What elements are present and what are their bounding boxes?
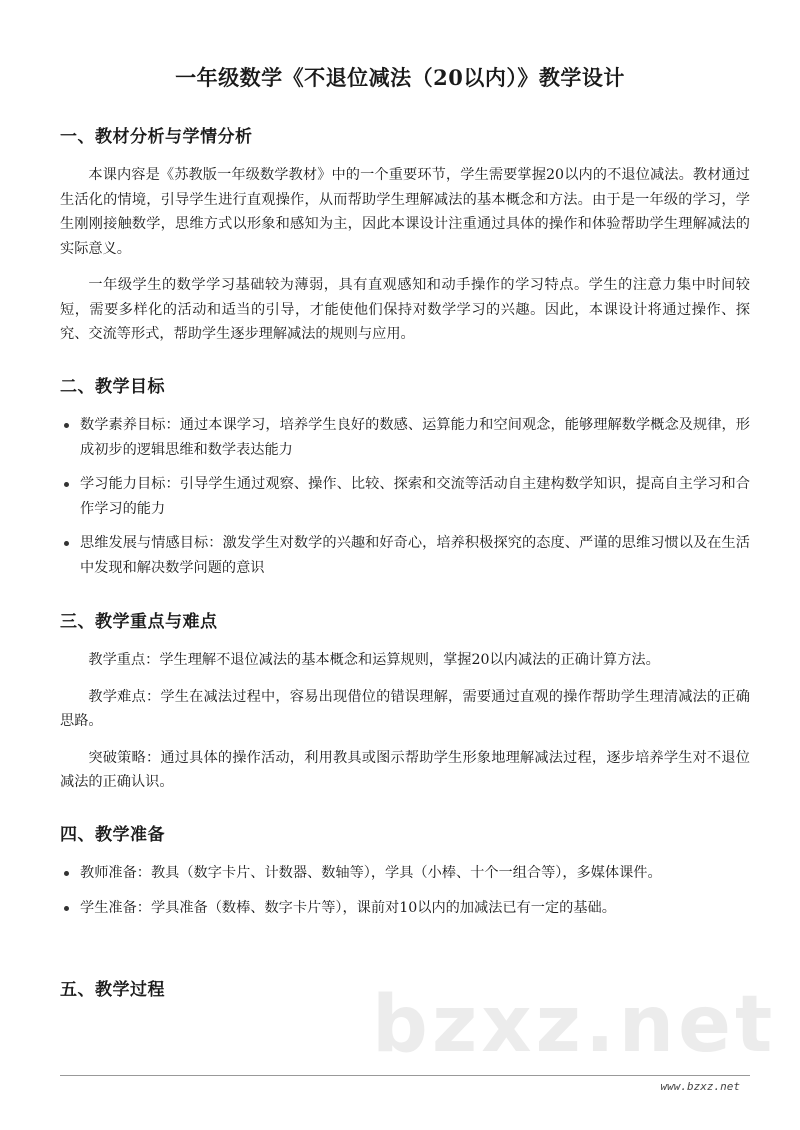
bullet-icon xyxy=(64,482,69,487)
paragraph: 教学重点：学生理解不退位减法的基本概念和运算规则，掌握20以内减法的正确计算方法。 xyxy=(88,652,660,668)
section-analysis xyxy=(60,122,750,359)
section-objectives xyxy=(60,372,750,590)
section-heading: 五、教学过程 xyxy=(60,980,165,1000)
footer-url: www.bzxz.net xyxy=(660,1080,740,1093)
list-item-text: 思维发展与情感目标：激发学生对数学的兴趣和好奇心，培养积极探究的态度、严谨的思维习惯以及在生活中发现和解决数学问题的意识 xyxy=(80,535,750,576)
section-heading: 二、教学目标 xyxy=(60,377,165,397)
list-item xyxy=(60,531,750,580)
bullet-icon xyxy=(64,541,69,546)
list-item xyxy=(60,861,750,886)
paragraph: 本课内容是《苏教版一年级数学教材》中的一个重要环节，学生需要掌握20以内的不退位减法。教材通过生活化的情境，引导学生进行直观操作，从而帮助学生理解减法的基本概念和方法。由于是一年级的学习，学生刚刚接触数学，思维方式以形象和感知为主，因此本课设计注重通过具体的操作和体验帮助学生理解减法的实际意义。 xyxy=(60,167,750,257)
footer-divider xyxy=(60,1075,750,1076)
paragraph: 一年级学生的数学学习基础较为薄弱，具有直观感知和动手操作的学习特点。学生的注意力集中时间较短，需要多样化的活动和适当的引导，才能使他们保持对数学学习的兴趣。因此，本课设计将通过操作、探究、交流等形式，帮助学生逐步理解减法的规则与应用。 xyxy=(60,277,750,342)
watermark: bzxz.net xyxy=(372,980,777,1070)
page-title: 一年级数学《不退位减法（20以内）》教学设计 xyxy=(175,65,625,90)
paragraph: 教学难点：学生在减法过程中，容易出现借位的错误理解，需要通过直观的操作帮助学生理清减法的正确思路。 xyxy=(60,688,750,729)
list-item-text: 学习能力目标：引导学生通过观察、操作、比较、探索和交流等活动自主建构数学知识，提高自主学习和合作学习的能力 xyxy=(80,476,750,517)
list-item-text: 数学素养目标：通过本课学习，培养学生良好的数感、运算能力和空间观念，能够理解数学概念及规律，形成初步的逻辑思维和数学表达能力 xyxy=(80,417,750,458)
list-item-text: 教师准备：教具（数字卡片、计数器、数轴等），学具（小棒、十个一组合等），多媒体课件。 xyxy=(80,865,662,881)
preparation-list xyxy=(60,861,750,920)
section-heading: 四、教学准备 xyxy=(60,825,165,845)
section-heading: 一、教材分析与学情分析 xyxy=(60,127,253,147)
bullet-icon xyxy=(64,871,69,876)
bullet-icon xyxy=(64,423,69,428)
list-item xyxy=(60,896,750,921)
section-key-points xyxy=(60,607,750,807)
section-heading: 三、教学重点与难点 xyxy=(60,612,218,632)
section-preparation xyxy=(60,820,750,930)
objectives-list xyxy=(60,413,750,580)
list-item xyxy=(60,413,750,462)
list-item xyxy=(60,472,750,521)
bullet-icon xyxy=(64,906,69,911)
paragraph: 突破策略：通过具体的操作活动，利用教具或图示帮助学生形象地理解减法过程，逐步培养学生对不退位减法的正确认识。 xyxy=(60,749,750,790)
list-item-text: 学生准备：学具准备（数棒、数字卡片等），课前对10以内的加减法已有一定的基础。 xyxy=(80,899,616,916)
